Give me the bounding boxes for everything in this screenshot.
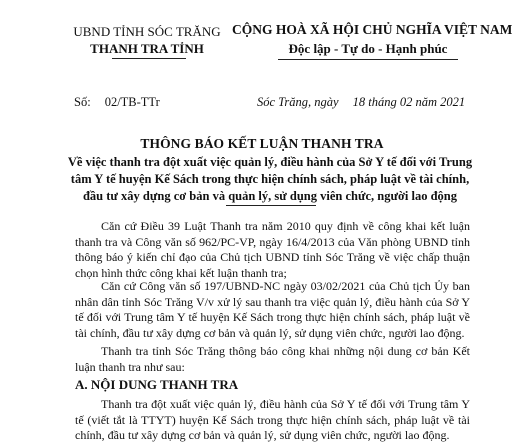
national-motto: Độc lập - Tự do - Hạnh phúc	[288, 41, 448, 56]
paragraph-legal-basis-2: Căn cứ Công văn số 197/UBND-NC ngày 03/02/2021 của Chủ tịch Ủy ban nhân dân tỉnh Sóc Trăng V/v xử lý sau thanh tra việc quản lý, điều hành của Sở Y tế đối với Trung tâm Y tế huyện Kế Sách trong thực hiện chính sách, pháp luật về tài chính, đầu tư xây dựng cơ bản và quản lý, sử dụng viên chức, người lao động.	[75, 279, 470, 340]
motto-underline	[278, 59, 458, 60]
issuing-department: THANH TRA TỈNH	[90, 41, 204, 56]
place-date-prefix: Sóc Trăng, ngày	[257, 95, 339, 109]
document-number-label: Số:	[74, 95, 91, 109]
paragraph-legal-basis-1: Căn cứ Điều 39 Luật Thanh tra năm 2010 quy định về công khai kết luận thanh tra và Công văn số 962/PC-VP, ngày 16/4/2013 của Văn phòng UBND tỉnh thông báo ý kiến chỉ đạo của Chủ tịch UBND tỉnh Sóc Trăng về việc chấp thuận chọn hình thức công khai kết luận thanh tra;	[75, 219, 470, 280]
issuing-authority: UBND TỈNH SÓC TRĂNG	[73, 24, 221, 39]
place-and-date	[257, 95, 465, 110]
paragraph-announcement: Thanh tra tỉnh Sóc Trăng thông báo công khai những nội dung cơ bản Kết luận thanh tra như sau:	[75, 344, 470, 374]
document-subject: Về việc thanh tra đột xuất việc quản lý, điều hành của Sở Y tế đối với Trung tâm Y tế huyện Kế Sách trong thực hiện chính sách, pháp luật về tài chính, đầu tư xây dựng cơ bản và quản lý, sử dụng viên chức, người lao động	[67, 155, 473, 203]
authority-underline	[112, 58, 186, 59]
place-date-value: 18 tháng 02 năm 2021	[352, 95, 466, 109]
document-number-value: 02/TB-TTr	[104, 95, 160, 109]
section-heading-a: A. NỘI DUNG THANH TRA	[75, 377, 239, 392]
national-title: CỘNG HOÀ XÃ HỘI CHỦ NGHĨA VIỆT NAM	[232, 22, 513, 37]
subject-underline	[226, 205, 316, 206]
document-title: THÔNG BÁO KẾT LUẬN THANH TRA	[140, 136, 384, 151]
paragraph-inspection-content: Thanh tra đột xuất việc quản lý, điều hành của Sở Y tế đối với Trung tâm Y tế (viết tắt là TTYT) huyện Kế Sách trong thực hiện chính sách, pháp luật về tài chính, đầu tư xây dựng cơ bản và quản lý, sử dụng viên chức, người lao động.	[75, 397, 470, 442]
document-number	[74, 95, 160, 110]
